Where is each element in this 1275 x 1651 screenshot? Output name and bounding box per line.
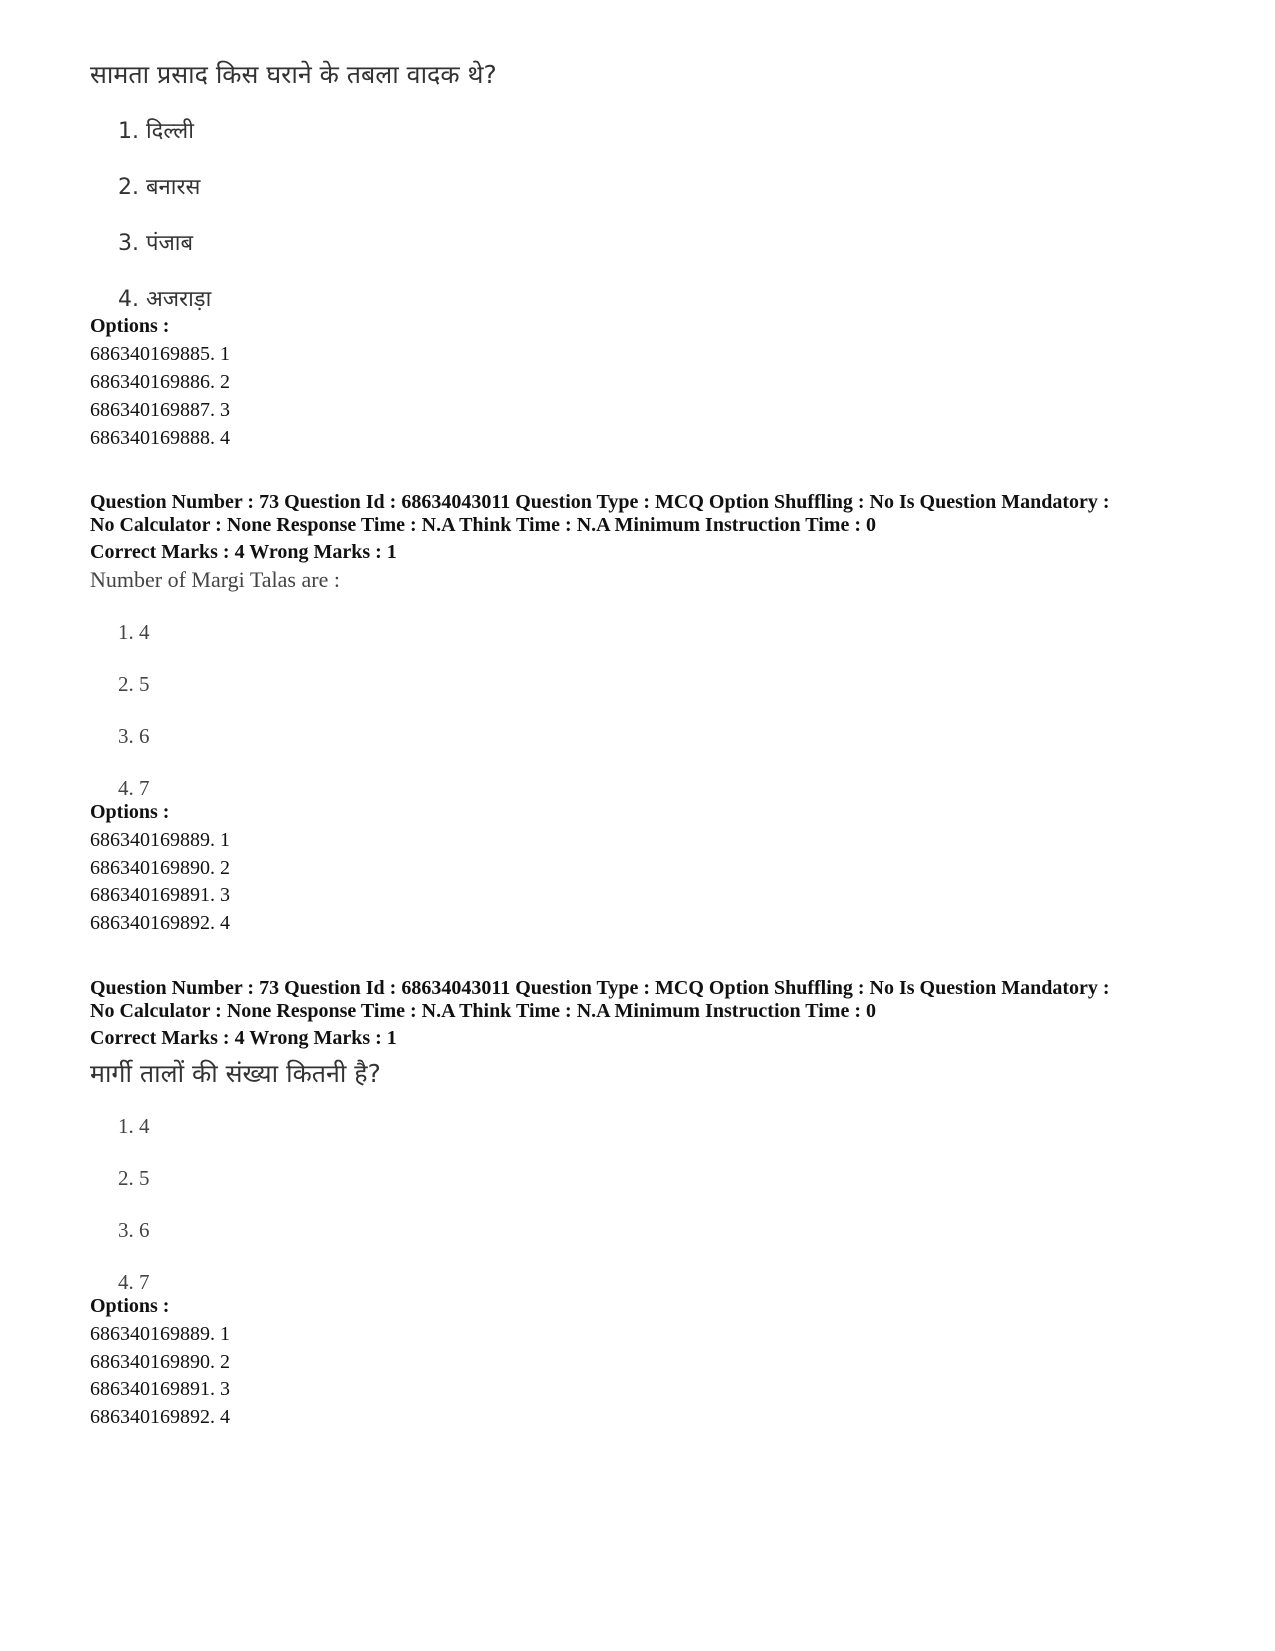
question-2-meta-line-1: Question Number : 73 Question Id : 68634043011 Question Type : MCQ Option Shuffling : No Is Question Mandatory : [90, 491, 1110, 513]
question-2-text: Number of Margi Talas are : [90, 567, 340, 592]
question-1-text: सामता प्रसाद किस घराने के तबला वादक थे? [90, 60, 497, 89]
question-2-option-1: 686340169889. 1 [90, 829, 230, 851]
question-3-choice-1: 1. 4 [118, 1114, 150, 1138]
question-3-option-1: 686340169889. 1 [90, 1323, 230, 1345]
question-2-choice-3: 3. 6 [118, 724, 150, 748]
question-2-meta-line-2: No Calculator : None Response Time : N.A Think Time : N.A Minimum Instruction Time : 0 [90, 514, 876, 536]
question-3-option-4: 686340169892. 4 [90, 1406, 230, 1428]
question-1-choice-1: 1. दिल्ली [118, 119, 194, 144]
question-1-options-label: Options : [90, 315, 170, 337]
question-1-choice-3: 3. पंजाब [118, 231, 194, 256]
question-2-choice-1: 1. 4 [118, 620, 150, 644]
question-1-option-4: 686340169888. 4 [90, 427, 230, 449]
question-3-options-label: Options : [90, 1295, 170, 1317]
question-3-option-3: 686340169891. 3 [90, 1378, 230, 1400]
question-3-option-2: 686340169890. 2 [90, 1351, 230, 1373]
question-1-choice-4: 4. अजराड़ा [118, 287, 212, 312]
question-2-option-2: 686340169890. 2 [90, 857, 230, 879]
question-3-choice-3: 3. 6 [118, 1218, 150, 1242]
question-2-marks: Correct Marks : 4 Wrong Marks : 1 [90, 541, 397, 563]
question-1-choice-2: 2. बनारस [118, 175, 201, 200]
question-3-meta-line-2: No Calculator : None Response Time : N.A Think Time : N.A Minimum Instruction Time : 0 [90, 1000, 876, 1022]
question-2-choice-2: 2. 5 [118, 672, 150, 696]
question-1-option-3: 686340169887. 3 [90, 399, 230, 421]
question-3-choice-2: 2. 5 [118, 1166, 150, 1190]
question-2-options-label: Options : [90, 801, 170, 823]
question-1-option-1: 686340169885. 1 [90, 343, 230, 365]
question-3-choice-4: 4. 7 [118, 1270, 150, 1294]
question-2-option-3: 686340169891. 3 [90, 884, 230, 906]
question-3-marks: Correct Marks : 4 Wrong Marks : 1 [90, 1027, 397, 1049]
question-3-text: मार्गी तालों की संख्या कितनी है? [90, 1059, 381, 1088]
question-2-choice-4: 4. 7 [118, 776, 150, 800]
question-2-option-4: 686340169892. 4 [90, 912, 230, 934]
question-1-option-2: 686340169886. 2 [90, 371, 230, 393]
question-3-meta-line-1: Question Number : 73 Question Id : 68634043011 Question Type : MCQ Option Shuffling : No Is Question Mandatory : [90, 977, 1110, 999]
